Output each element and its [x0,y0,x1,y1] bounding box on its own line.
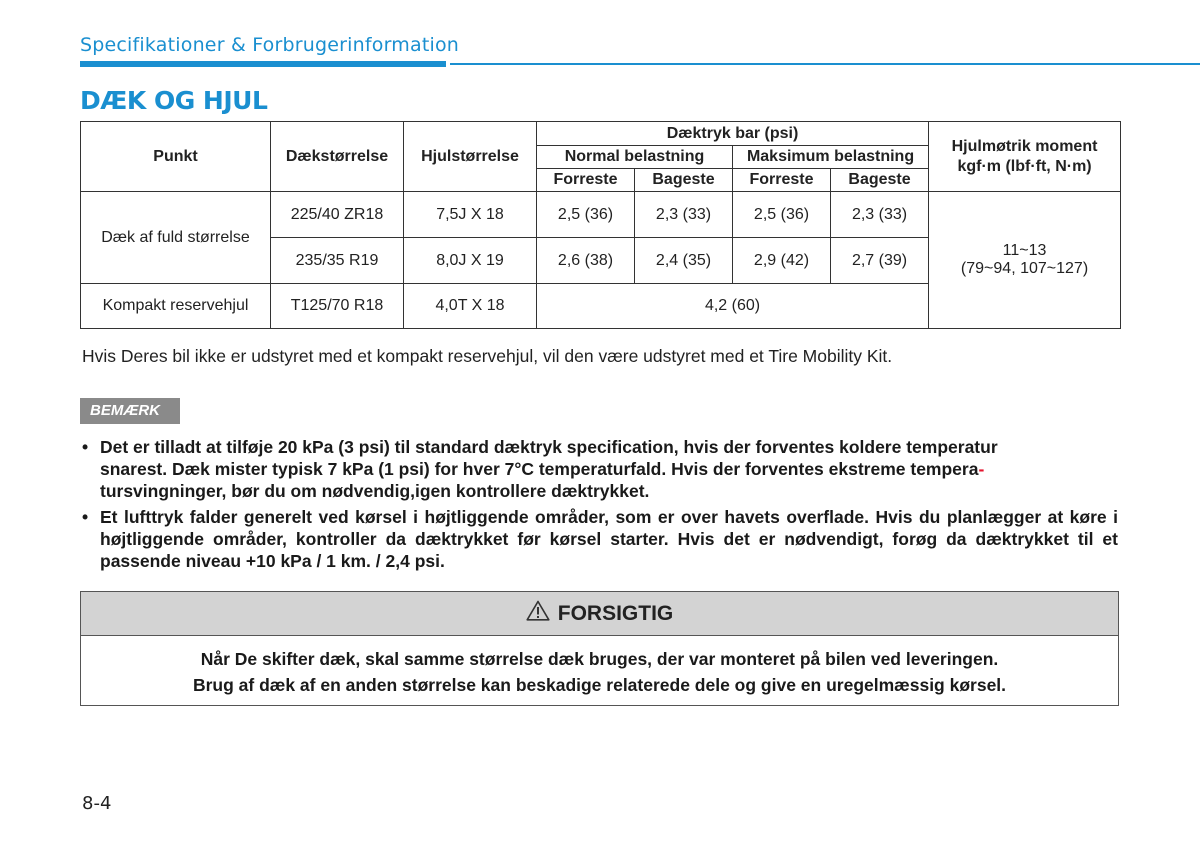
cell-tire-size: 235/35 R19 [271,238,404,284]
bullet-1-line3: tursvingninger, bør du om nødvendig,igen kontrollere dæktrykket. [100,481,650,501]
cell-wheel-size: 7,5J X 18 [404,192,537,238]
bullet-2-text: Et lufttryk falder generelt ved kørsel i højtliggende områder, som er over havets overflade. Hvis du planlægger at køre i højtliggende områder, kontroller da dæktrykket før kørsel starter. Hvis det er nødvendigt, forøg da dæktrykket til et passende niveau +10 kPa / 1 km. / 2,4 psi. [100,507,1118,571]
caution-box [80,591,1119,706]
cell-max-rear: 2,7 (39) [831,238,929,284]
caution-body [81,636,1118,698]
header-max-front: Forreste [733,169,831,192]
header-torque-line2: kgf·m (lbf·ft, N·m) [957,157,1092,175]
cell-normal-front: 2,6 (38) [537,238,635,284]
cell-torque-value [929,192,1121,329]
bullet-icon: • [82,507,89,527]
header-tire-size: Dækstørrelse [271,122,404,192]
cell-max-front: 2,9 (42) [733,238,831,284]
torque-value-line2: (79~94, 107~127) [960,260,1089,277]
caution-header [81,592,1118,636]
header-rule-thick [80,61,446,67]
header-wheel-size: Hjulstørrelse [404,122,537,192]
cell-spare-pressure: 4,2 (60) [537,284,929,329]
note-bullet-list [82,436,1118,576]
header-maximum-load: Maksimum belastning [733,146,929,169]
caution-title: FORSIGTIG [557,601,674,625]
cell-wheel-size: 8,0J X 19 [404,238,537,284]
list-item [82,436,1118,502]
caution-line-1: Når De skifter dæk, skal samme størrelse dæk bruges, der var monteret på bilen ved leveringen. [200,649,999,669]
header-section-label: Specifikationer & Forbrugerinformation [80,34,460,56]
cell-tire-size: 225/40 ZR18 [271,192,404,238]
cell-max-rear: 2,3 (33) [831,192,929,238]
header-torque-line1: Hjulmøtrik moment [951,137,1098,155]
list-item [82,506,1118,572]
header-wheel-nut-torque [929,122,1121,192]
cell-normal-rear: 2,3 (33) [635,192,733,238]
torque-value-line1: 11~13 [1002,242,1047,259]
header-normal-rear: Bageste [635,169,733,192]
bullet-1-line2: snarest. Dæk mister typisk 7 kPa (1 psi) for hver 7°C temperaturfald. Hvis der forventes ekstreme tempera [100,459,979,479]
bullet-icon: • [82,437,89,457]
bullet-1-line1: Det er tilladt at tilføje 20 kPa (3 psi) til standard dæktryk specification, hvis der forventes koldere temperatur [100,437,998,457]
header-punkt: Punkt [81,122,271,192]
cell-max-front: 2,5 (36) [733,192,831,238]
header-max-rear: Bageste [831,169,929,192]
header-normal-load: Normal belastning [537,146,733,169]
caution-line-2: Brug af dæk af en anden størrelse kan beskadige relaterede dele og give en uregelmæssig kørsel. [192,675,1007,695]
header-normal-front: Forreste [537,169,635,192]
table-row [81,192,1121,238]
page-title: DÆK OG HJUL [80,86,268,115]
cell-normal-rear: 2,4 (35) [635,238,733,284]
cell-punkt-full-size: Dæk af fuld størrelse [81,192,271,284]
page-number: 8-4 [82,793,112,814]
cell-normal-front: 2,5 (36) [537,192,635,238]
cell-tire-size: T125/70 R18 [271,284,404,329]
tire-wheel-spec-table [80,121,1121,329]
header-rule-thin [450,63,1200,65]
header-tire-pressure: Dæktryk bar (psi) [537,122,929,146]
warning-triangle-icon [526,600,558,627]
note-badge: BEMÆRK [80,398,180,424]
cell-punkt-compact-spare: Kompakt reservehjul [81,284,271,329]
footnote-text: Hvis Deres bil ikke er udstyret med et kompakt reservehjul, vil den være udstyret med et Tire Mobility Kit. [82,346,893,366]
hyphen-mark: - [978,459,985,479]
cell-wheel-size: 4,0T X 18 [404,284,537,329]
